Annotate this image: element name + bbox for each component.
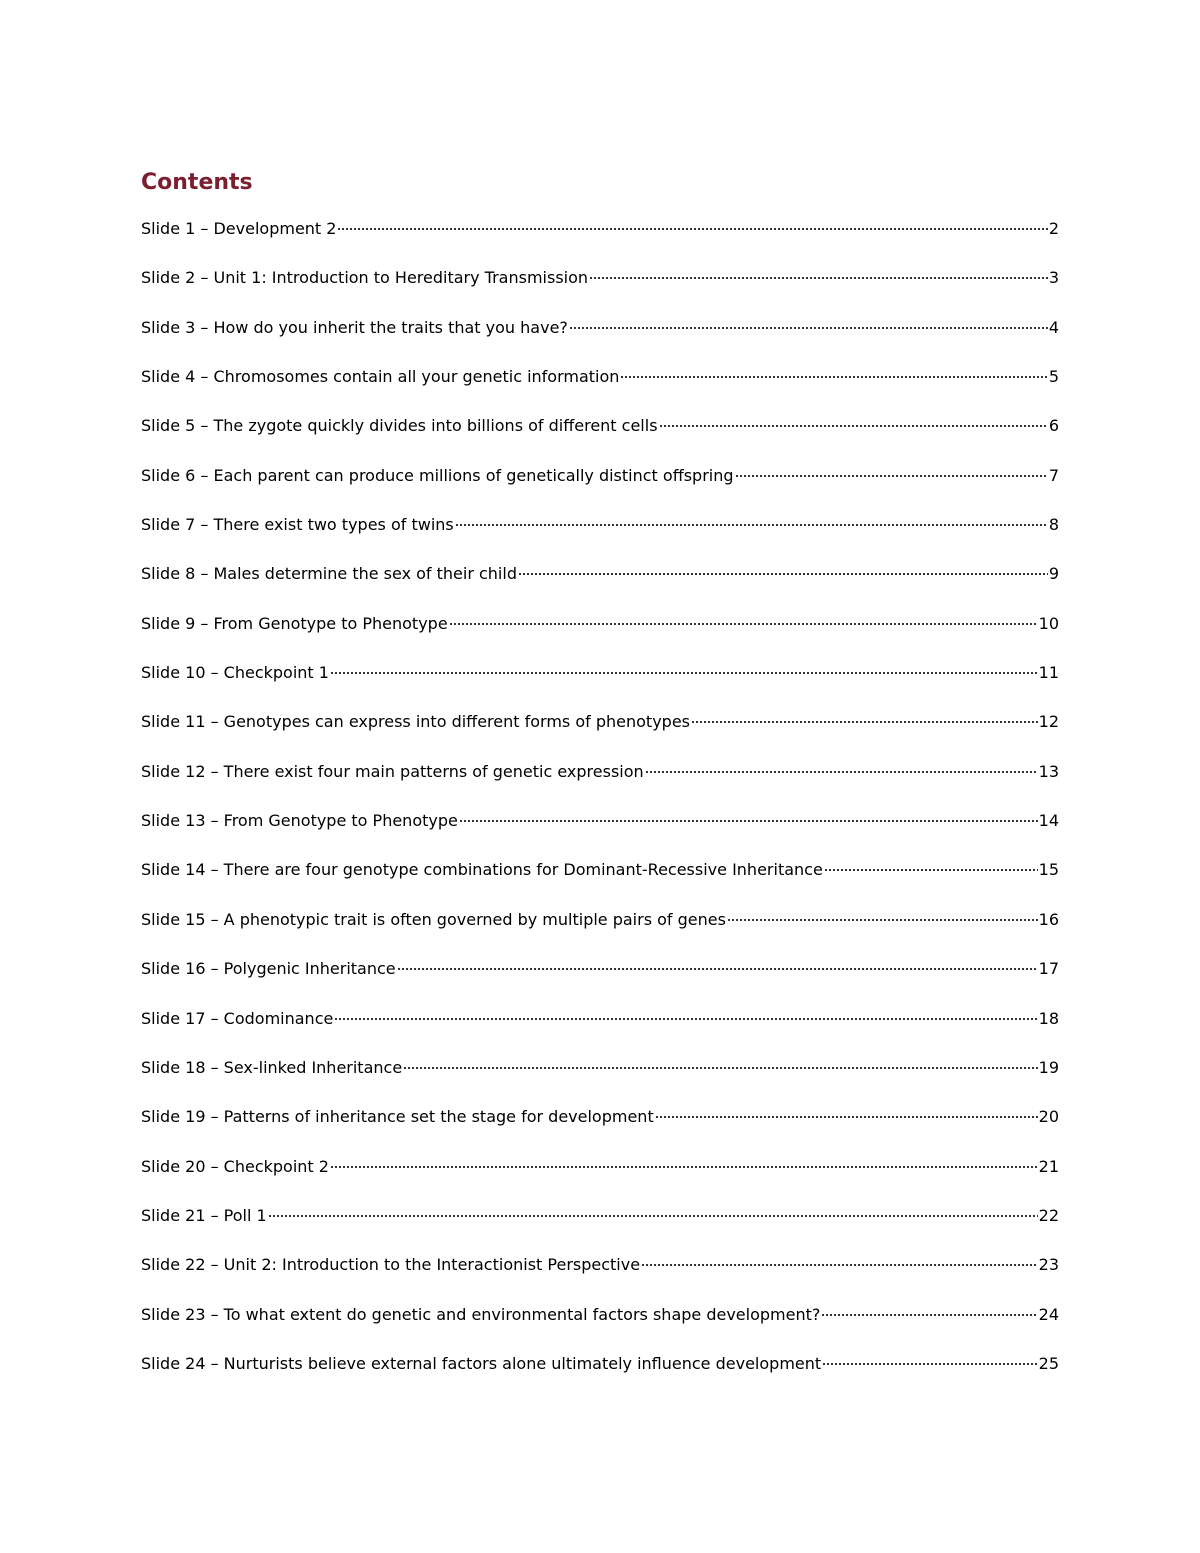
toc-entry[interactable]: [141, 658, 1059, 707]
toc-entry[interactable]: [141, 1004, 1059, 1053]
toc-entry-title: Slide 7 – There exist two types of twins: [141, 515, 454, 535]
toc-entry-page: 10: [1038, 613, 1059, 633]
toc-entry-page: 2: [1048, 219, 1059, 238]
toc-entry-page: 7: [1048, 465, 1059, 485]
toc-entry-page: 17: [1038, 959, 1059, 979]
toc-entry-title: Slide 19 – Patterns of inheritance set the stage for development: [141, 1107, 654, 1127]
toc-dot-leader: [268, 1215, 1038, 1217]
toc-entry-page: 9: [1048, 564, 1059, 584]
toc-entry-page: 20: [1038, 1107, 1059, 1127]
toc-entry-title: Slide 3 – How do you inherit the traits that you have?: [141, 317, 568, 337]
toc-dot-leader: [518, 573, 1048, 575]
toc-heading: Contents: [141, 170, 253, 195]
toc-entry-page: 21: [1038, 1156, 1059, 1176]
toc-entry-page: 14: [1038, 811, 1059, 831]
toc-entry-page: 4: [1048, 317, 1059, 337]
toc-entry[interactable]: [141, 1053, 1059, 1102]
toc-entry-title: Slide 11 – Genotypes can express into different forms of phenotypes: [141, 712, 690, 732]
toc-entry[interactable]: [141, 1250, 1059, 1299]
toc-entry[interactable]: [141, 214, 1059, 263]
toc-entry[interactable]: [141, 1201, 1059, 1250]
toc-entry[interactable]: [141, 707, 1059, 756]
toc-entry-title: Slide 17 – Codominance: [141, 1008, 334, 1028]
toc-entry-page: 6: [1048, 416, 1059, 436]
toc-dot-leader: [403, 1067, 1037, 1069]
toc-entry-page: 8: [1048, 515, 1059, 535]
toc-entry[interactable]: [141, 1300, 1059, 1349]
toc-dot-leader: [655, 1116, 1038, 1118]
toc-entry-title: Slide 10 – Checkpoint 1: [141, 663, 329, 683]
toc-dot-leader: [620, 376, 1047, 378]
toc-dot-leader: [330, 1166, 1038, 1168]
toc-entry[interactable]: [141, 263, 1059, 312]
toc-entry-title: Slide 8 – Males determine the sex of their child: [141, 564, 517, 584]
toc-dot-leader: [659, 425, 1048, 427]
toc-entry-page: 3: [1048, 268, 1059, 288]
toc-entry-title: Slide 1 – Development 2: [141, 219, 337, 238]
toc-entry[interactable]: [141, 1349, 1059, 1398]
toc-entry-page: 19: [1038, 1057, 1059, 1077]
toc-entry-title: Slide 20 – Checkpoint 2: [141, 1156, 329, 1176]
toc-entry-title: Slide 21 – Poll 1: [141, 1205, 267, 1225]
toc-entry-page: 22: [1038, 1205, 1059, 1225]
toc-dot-leader: [821, 1314, 1037, 1316]
toc-entry[interactable]: [141, 609, 1059, 658]
toc-dot-leader: [569, 327, 1048, 329]
toc-dot-leader: [645, 771, 1038, 773]
toc-list: [141, 214, 1059, 1398]
toc-entry-page: 13: [1038, 761, 1059, 781]
toc-entry-title: Slide 23 – To what extent do genetic and environmental factors shape development?: [141, 1304, 821, 1324]
toc-dot-leader: [641, 1264, 1038, 1266]
toc-entry-title: Slide 24 – Nurturists believe external factors alone ultimately influence development: [141, 1353, 822, 1373]
toc-dot-leader: [589, 277, 1048, 279]
toc-entry-title: Slide 6 – Each parent can produce millions of genetically distinct offspring: [141, 465, 734, 485]
toc-entry-page: 18: [1038, 1008, 1059, 1028]
toc-entry-page: 11: [1038, 663, 1059, 683]
toc-entry[interactable]: [141, 411, 1059, 460]
toc-dot-leader: [397, 968, 1038, 970]
toc-entry[interactable]: [141, 855, 1059, 904]
toc-entry[interactable]: [141, 461, 1059, 510]
toc-entry-page: 15: [1038, 860, 1059, 880]
toc-entry-page: 12: [1038, 712, 1059, 732]
toc-dot-leader: [822, 1363, 1037, 1365]
toc-entry-page: 24: [1038, 1304, 1059, 1324]
toc-entry-page: 16: [1038, 909, 1059, 929]
toc-entry[interactable]: [141, 806, 1059, 855]
toc-dot-leader: [735, 475, 1048, 477]
toc-dot-leader: [449, 623, 1038, 625]
toc-entry-title: Slide 12 – There exist four main patterns of genetic expression: [141, 761, 644, 781]
toc-dot-leader: [727, 919, 1038, 921]
toc-entry-title: Slide 9 – From Genotype to Phenotype: [141, 613, 448, 633]
toc-entry-title: Slide 15 – A phenotypic trait is often governed by multiple pairs of genes: [141, 909, 726, 929]
toc-entry[interactable]: [141, 954, 1059, 1003]
toc-entry-title: Slide 13 – From Genotype to Phenotype: [141, 811, 458, 831]
toc-dot-leader: [459, 820, 1038, 822]
toc-entry[interactable]: [141, 313, 1059, 362]
toc-dot-leader: [330, 672, 1038, 674]
toc-entry-page: 25: [1038, 1353, 1059, 1373]
toc-entry-title: Slide 14 – There are four genotype combinations for Dominant-Recessive Inheritance: [141, 860, 823, 880]
toc-entry-title: Slide 16 – Polygenic Inheritance: [141, 959, 396, 979]
toc-entry-title: Slide 18 – Sex-linked Inheritance: [141, 1057, 403, 1077]
toc-entry[interactable]: [141, 559, 1059, 608]
toc-dot-leader: [455, 524, 1048, 526]
toc-dot-leader: [691, 721, 1038, 723]
toc-entry-title: Slide 4 – Chromosomes contain all your genetic information: [141, 367, 620, 387]
toc-entry[interactable]: [141, 905, 1059, 954]
toc-entry-title: Slide 22 – Unit 2: Introduction to the Interactionist Perspective: [141, 1255, 641, 1275]
toc-entry-page: 23: [1038, 1255, 1059, 1275]
toc-dot-leader: [337, 228, 1047, 230]
toc-entry[interactable]: [141, 362, 1059, 411]
toc-entry[interactable]: [141, 1102, 1059, 1151]
toc-dot-leader: [824, 869, 1038, 871]
toc-entry[interactable]: [141, 510, 1059, 559]
toc-entry[interactable]: [141, 757, 1059, 806]
toc-entry-title: Slide 2 – Unit 1: Introduction to Hereditary Transmission: [141, 268, 589, 288]
toc-entry-page: 5: [1048, 367, 1059, 387]
toc-dot-leader: [334, 1018, 1037, 1020]
toc-entry[interactable]: [141, 1152, 1059, 1201]
toc-entry-title: Slide 5 – The zygote quickly divides into billions of different cells: [141, 416, 658, 436]
